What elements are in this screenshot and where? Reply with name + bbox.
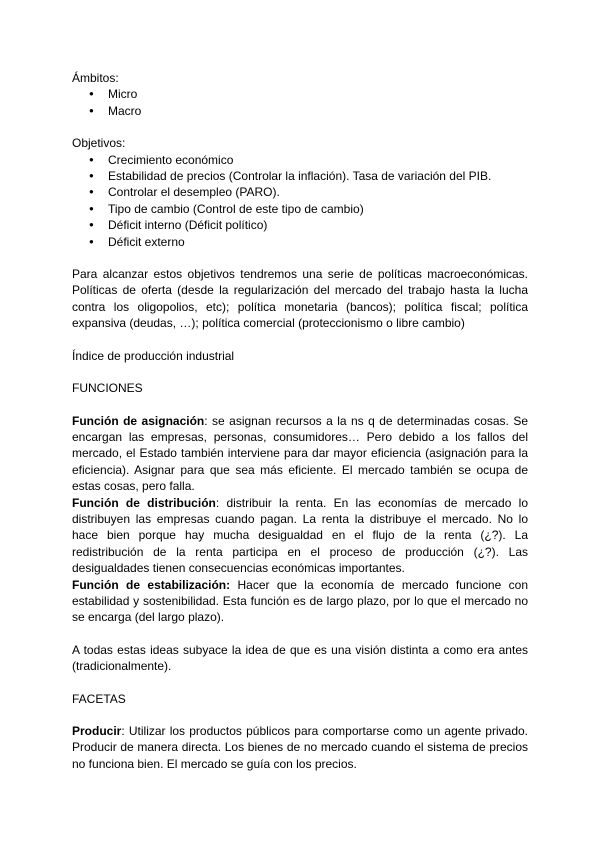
text-producir: : Utilizar los productos públicos para comportarse como un agente privado. Producir de manera directa. Los bienes de no mercado cuando el sistema de precios no funciona bien. El mercado se guía con los precios. <box>72 724 528 771</box>
document-page <box>72 70 528 772</box>
term-distribucion: Función de distribución <box>72 495 216 510</box>
term-asignacion: Función de asignación <box>72 413 205 428</box>
ambitos-list <box>72 86 528 119</box>
politicas-paragraph: Para alcanzar estos objetivos tendremos una serie de políticas macroeconómicas. Políticas de oferta (desde la regularización del mercado del trabajo hasta la lucha contra los oligopolios, etc); política monetaria (bancos); política fiscal; política expansiva (deudas, …); política comercial (proteccionismo o libre cambio) <box>72 267 528 331</box>
indice-line: Índice de producción industrial <box>72 348 235 363</box>
list-item: ● Crecimiento económico <box>72 152 528 168</box>
term-producir: Producir <box>72 724 122 738</box>
text-distribucion: : distribuir la renta. En las economías de mercado lo distribuyen las empresas cuando pagan. La renta la distribuye el mercado. No lo hace bien porque hay mucha desigualdad en el flujo de la renta (¿?). La redistribución de la renta participa en el proceso de producción (¿?). Las desigualdades tienen consecuencias económicas importantes. <box>72 495 528 576</box>
funcion-distribucion <box>72 495 528 577</box>
funcion-asignacion <box>72 413 528 495</box>
list-item: ● Tipo de cambio (Control de este tipo de cambio) <box>72 201 528 217</box>
list-item: ● Déficit externo <box>72 234 528 250</box>
list-item: ● Controlar el desempleo (PARO). <box>72 184 528 200</box>
list-item: ● Micro <box>72 86 528 102</box>
ideas-paragraph: A todas estas ideas subyace la idea de que es una visión distinta a como era antes (tradicionalmente). <box>72 642 528 674</box>
term-estabilizacion: Función de estabilización: <box>72 577 231 592</box>
list-item: ● Déficit interno (Déficit político) <box>72 217 528 233</box>
facetas-heading: FACETAS <box>72 691 126 706</box>
text-estabilizacion: Hacer que la economía de mercado funcione con estabilidad y sostenibilidad. Esta función es de largo plazo, por lo que el mercado no se encarga (del largo plazo). <box>72 577 528 625</box>
text-asignacion: : se asignan recursos a la ns q de determinadas cosas. Se encargan las empresas, personas, consumidores… Pero debido a los fallos del mercado, el Estado también interviene para dar mayor eficiencia (asignación para la eficiencia). Asignar para que sea más eficiente. El mercado también se ocupa de estas cosas, pero falla. <box>72 413 529 494</box>
list-item: ● Estabilidad de precios (Controlar la inflación). Tasa de variación del PIB. <box>72 168 528 184</box>
funciones-heading: FUNCIONES <box>72 381 143 396</box>
list-item: ● Macro <box>72 103 528 119</box>
faceta-producir <box>72 723 528 772</box>
funciones-definitions <box>72 413 528 626</box>
funcion-estabilizacion <box>72 577 528 626</box>
ambitos-heading: Ámbitos: <box>72 71 119 85</box>
objetivos-heading: Objetivos: <box>72 136 126 151</box>
objetivos-list <box>72 152 528 250</box>
